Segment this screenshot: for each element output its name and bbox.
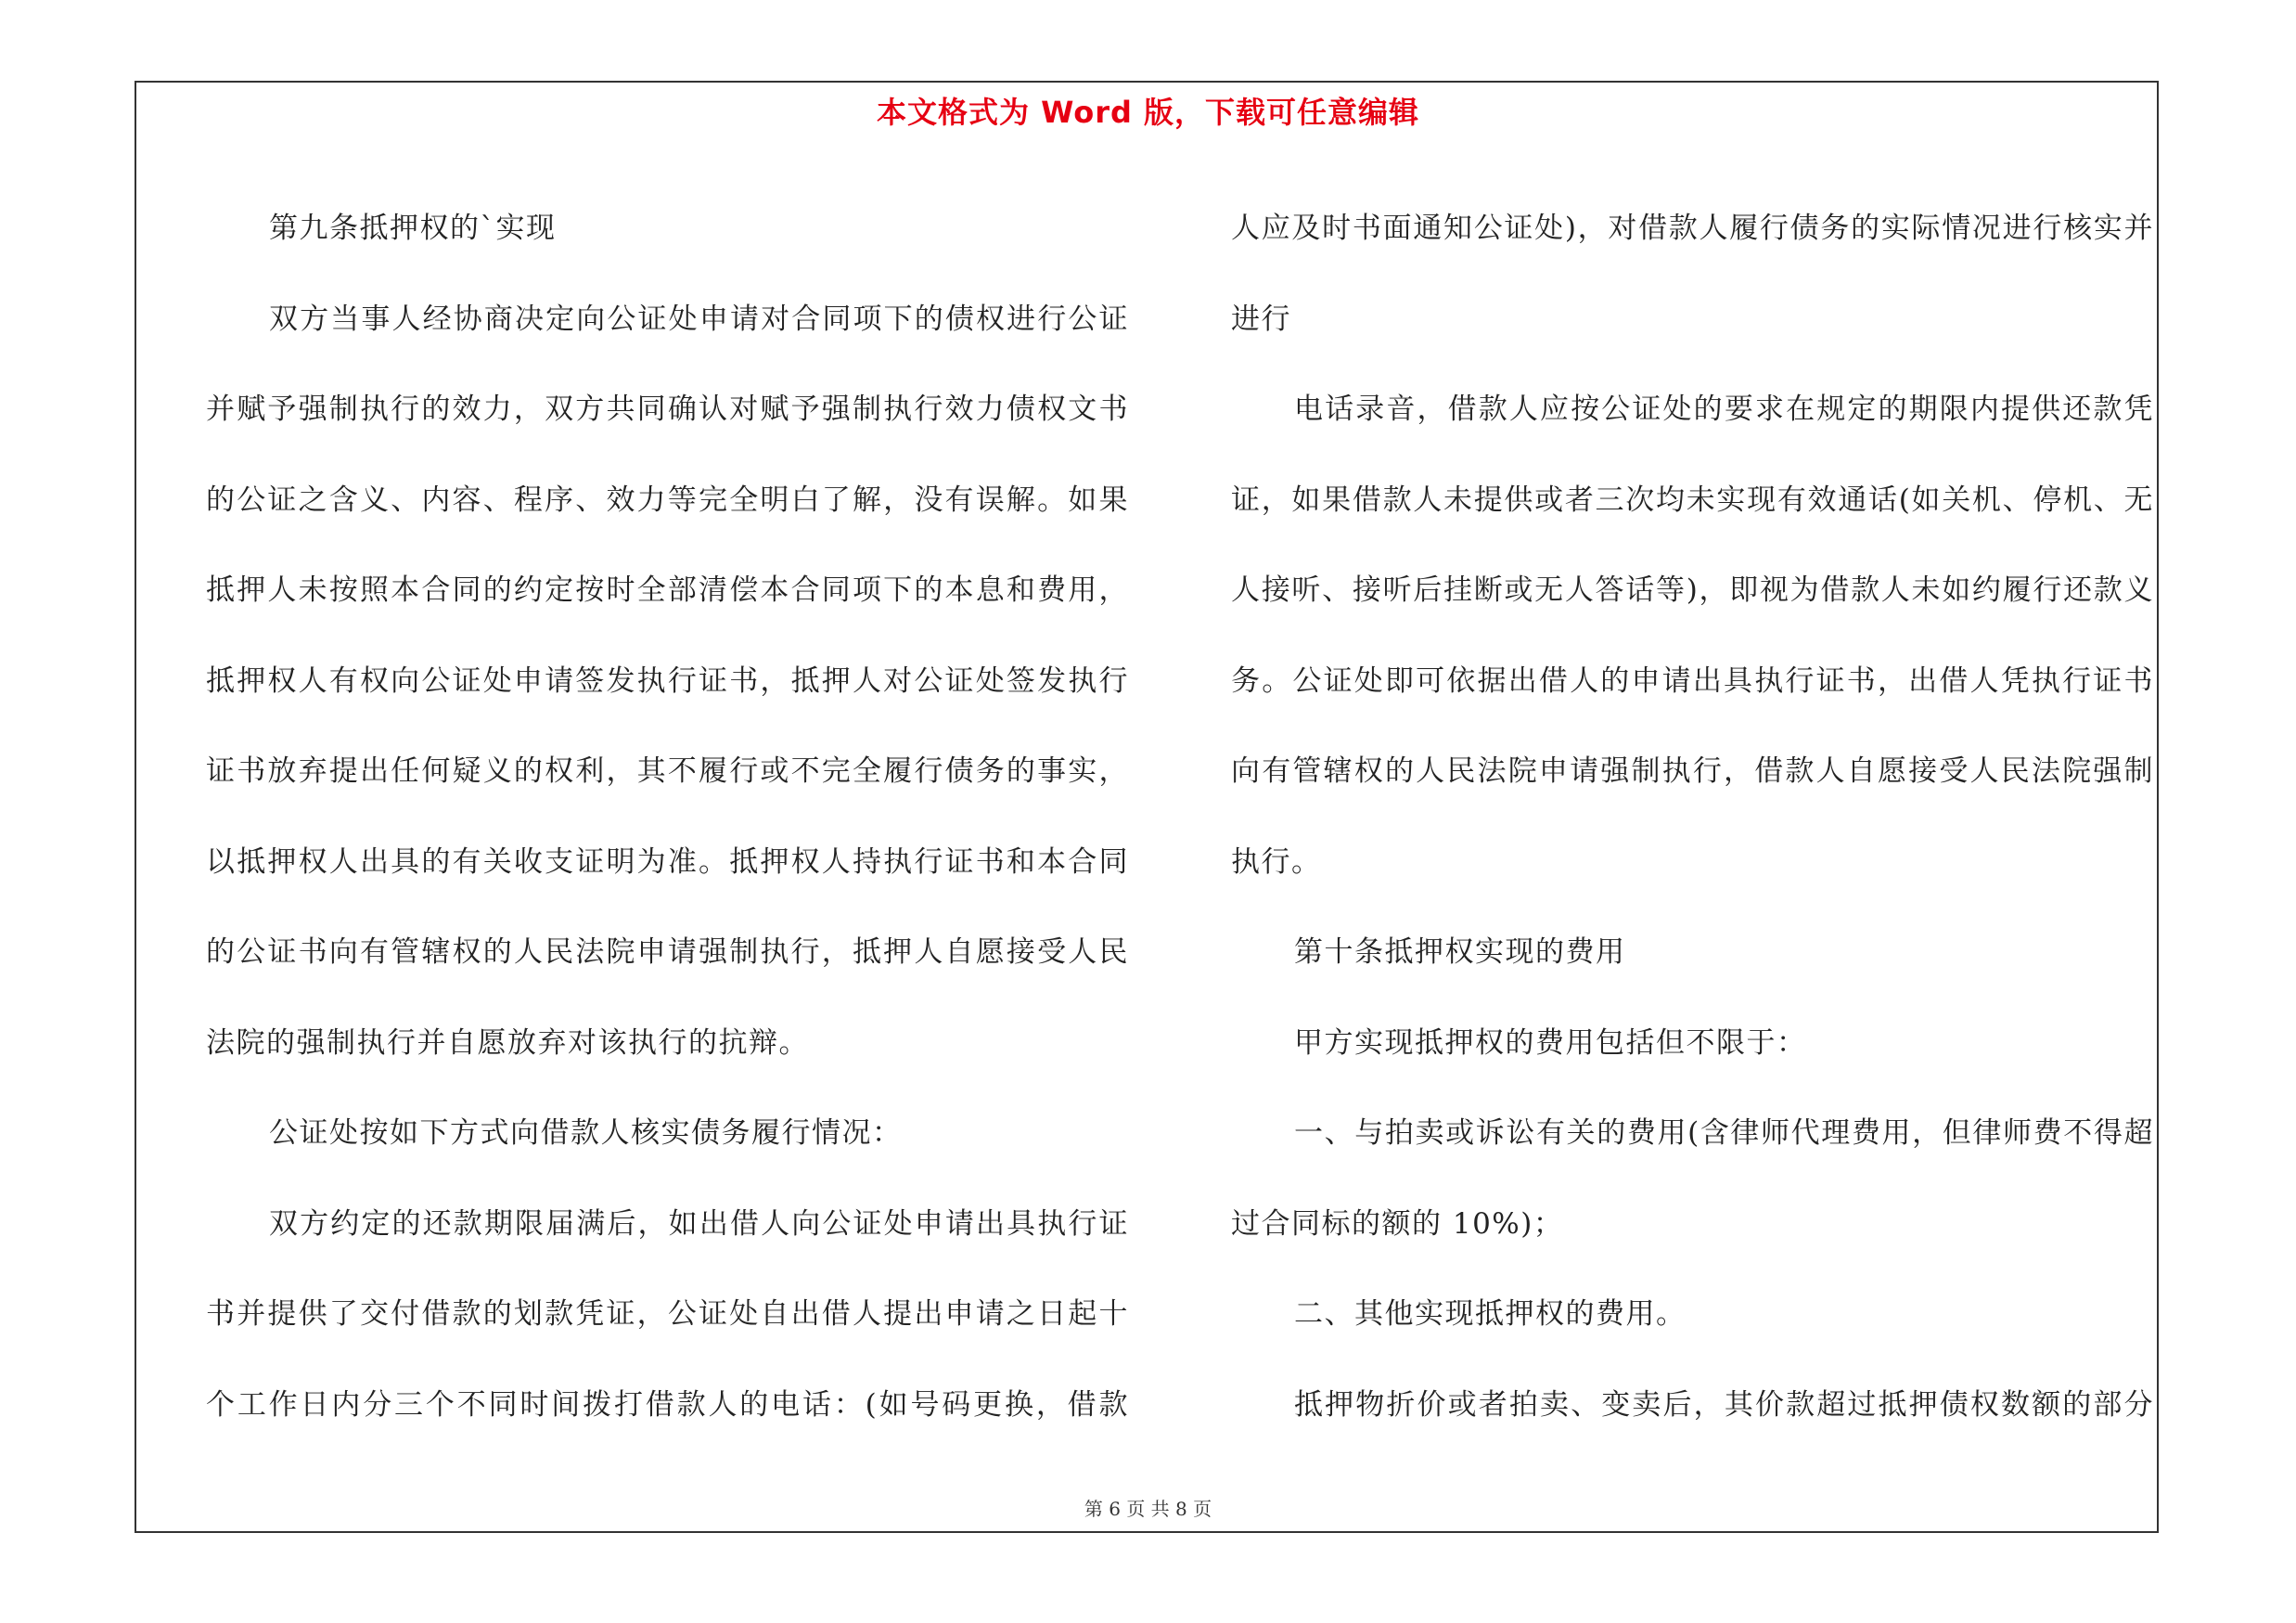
right-column <box>1231 184 2154 1446</box>
article-ten-title: 第十条抵押权实现的费用 <box>1294 935 1626 969</box>
expense-item-two: 二、其他实现抵押权的费用。 <box>1294 1297 1687 1331</box>
repayment-deadline-paragraph: 双方约定的还款期限届满后，如出借人向公证处申请出具执行证书并提供了交付借款的划款凭证，公证处自出借人提出申请之日起十个工作日内分三个不同时间拨打借款人的电话：(如号码更换，借款 <box>206 1206 1129 1422</box>
page-number: 第 6 页 共 8 页 <box>1084 1498 1212 1520</box>
expense-item-one: 一、与拍卖或诉讼有关的费用(含律师代理费用，但律师费不得超过合同标的额的 10%)； <box>1231 1116 2154 1241</box>
continued-paragraph: 人应及时书面通知公证处)，对借款人履行债务的实际情况进行核实并进行 <box>1231 212 2154 336</box>
left-column <box>206 184 1129 1446</box>
header-banner: 本文格式为 Word 版，下载可任意编辑 <box>876 95 1420 130</box>
surplus-proceeds-paragraph: 抵押物折价或者拍卖、变卖后，其价款超过抵押债权数额的部分 <box>1294 1387 2154 1422</box>
article-nine-title: 第九条抵押权的`实现 <box>269 212 557 245</box>
verification-method-paragraph: 公证处按如下方式向借款人核实债务履行情况： <box>269 1116 903 1150</box>
notarization-paragraph: 双方当事人经协商决定向公证处申请对合同项下的债权进行公证并赋予强制执行的效力，双方共同确认对赋予强制执行效力债权文书的公证之含义、内容、程序、效力等完全明白了解，没有误解。如果抵押人未按照本合同的约定按时全部清偿本合同项下的本息和费用，抵押权人有权向公证处申请签发执行证书，抵押人对公证处签发执行证书放弃提出任何疑义的权利，其不履行或不完全履行债务的事实，以抵押权人出具的有关收支证明为准。抵押权人持执行证书和本合同的公证书向有管辖权的人民法院申请强制执行，抵押人自愿接受人民法院的强制执行并自愿放弃对该执行的抗辩。 <box>206 302 1129 1060</box>
expenses-intro-paragraph: 甲方实现抵押权的费用包括但不限于： <box>1294 1025 1807 1060</box>
phone-recording-paragraph: 电话录音，借款人应按公证处的要求在规定的期限内提供还款凭证，如果借款人未提供或者三次均未实现有效通话(如关机、停机、无人接听、接听后挂断或无人答话等)，即视为借款人未如约履行还款义务。公证处即可依据出借人的申请出具执行证书，出借人凭执行证书向有管辖权的人民法院申请强制执行，借款人自愿接受人民法院强制执行。 <box>1231 393 2154 879</box>
